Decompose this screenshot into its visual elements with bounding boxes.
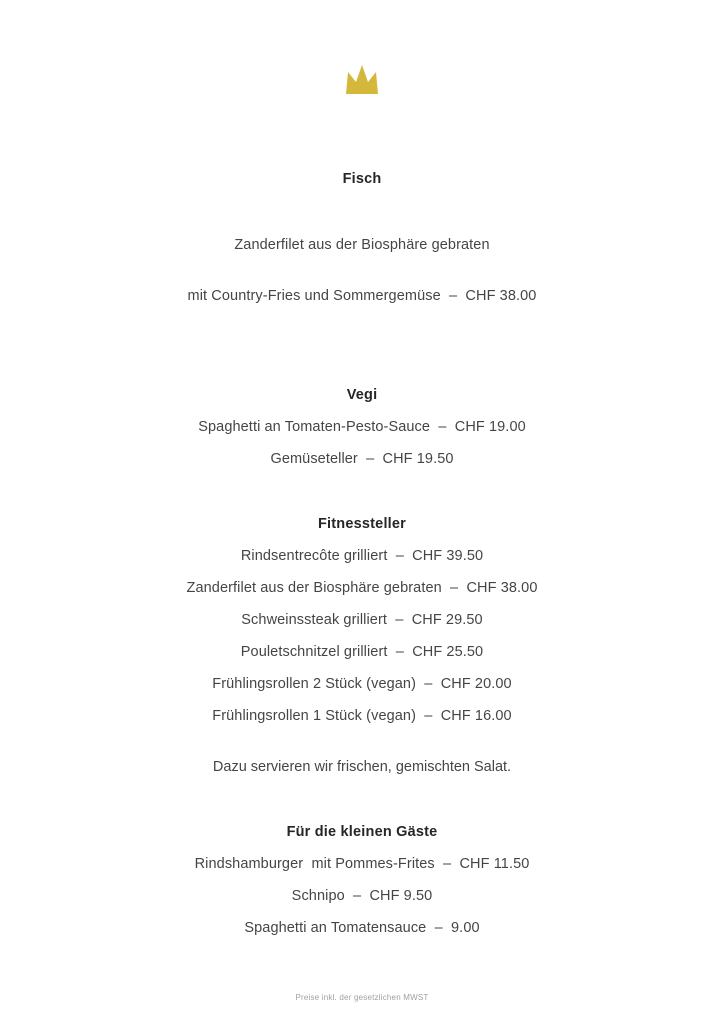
menu-item: Rindshamburger mit Pommes-Frites – CHF 11.50 xyxy=(194,856,530,872)
menu-item: Rindsentrecôte grilliert – CHF 39.50 xyxy=(240,548,484,564)
menu-item xyxy=(0,203,724,339)
menu-item: Spaghetti an Tomaten-Pesto-Sauce – CHF 19.00 xyxy=(198,419,526,435)
section-title: Fitnessteller xyxy=(317,516,407,532)
section-kids xyxy=(0,824,724,937)
section-fisch xyxy=(0,171,724,339)
menu-item: Frühlingsrollen 1 Stück (vegan) – CHF 16.00 xyxy=(212,708,512,724)
section-title: Fisch xyxy=(342,171,382,187)
menu-item: Zanderfilet aus der Biosphäre gebraten – CHF 38.00 xyxy=(186,580,538,596)
section-title: Vegi xyxy=(346,387,378,403)
item-line: Zanderfilet aus der Biosphäre gebraten xyxy=(234,237,490,253)
vat-note: Preise inkl. der gesetzlichen MWST xyxy=(295,993,429,1002)
crown-shape xyxy=(346,65,378,94)
item-line: mit Country-Fries und Sommergemüse – CHF 38.00 xyxy=(187,288,537,304)
crown-icon xyxy=(0,63,724,97)
menu-item: Schnipo – CHF 9.50 xyxy=(291,888,433,904)
menu-item: Pouletschnitzel grilliert – CHF 25.50 xyxy=(240,644,484,660)
menu-item: Schweinssteak grilliert – CHF 29.50 xyxy=(241,612,483,628)
menu-item: Frühlingsrollen 2 Stück (vegan) – CHF 20.00 xyxy=(212,676,512,692)
section-title: Für die kleinen Gäste xyxy=(286,824,438,840)
menu-item: Gemüseteller – CHF 19.50 xyxy=(270,451,454,467)
section-fitnessteller xyxy=(0,516,724,776)
menu-item: Spaghetti an Tomatensauce – 9.00 xyxy=(244,920,480,936)
section-vegi xyxy=(0,387,724,468)
salad-note: Dazu servieren wir frischen, gemischten Salat. xyxy=(212,759,512,775)
